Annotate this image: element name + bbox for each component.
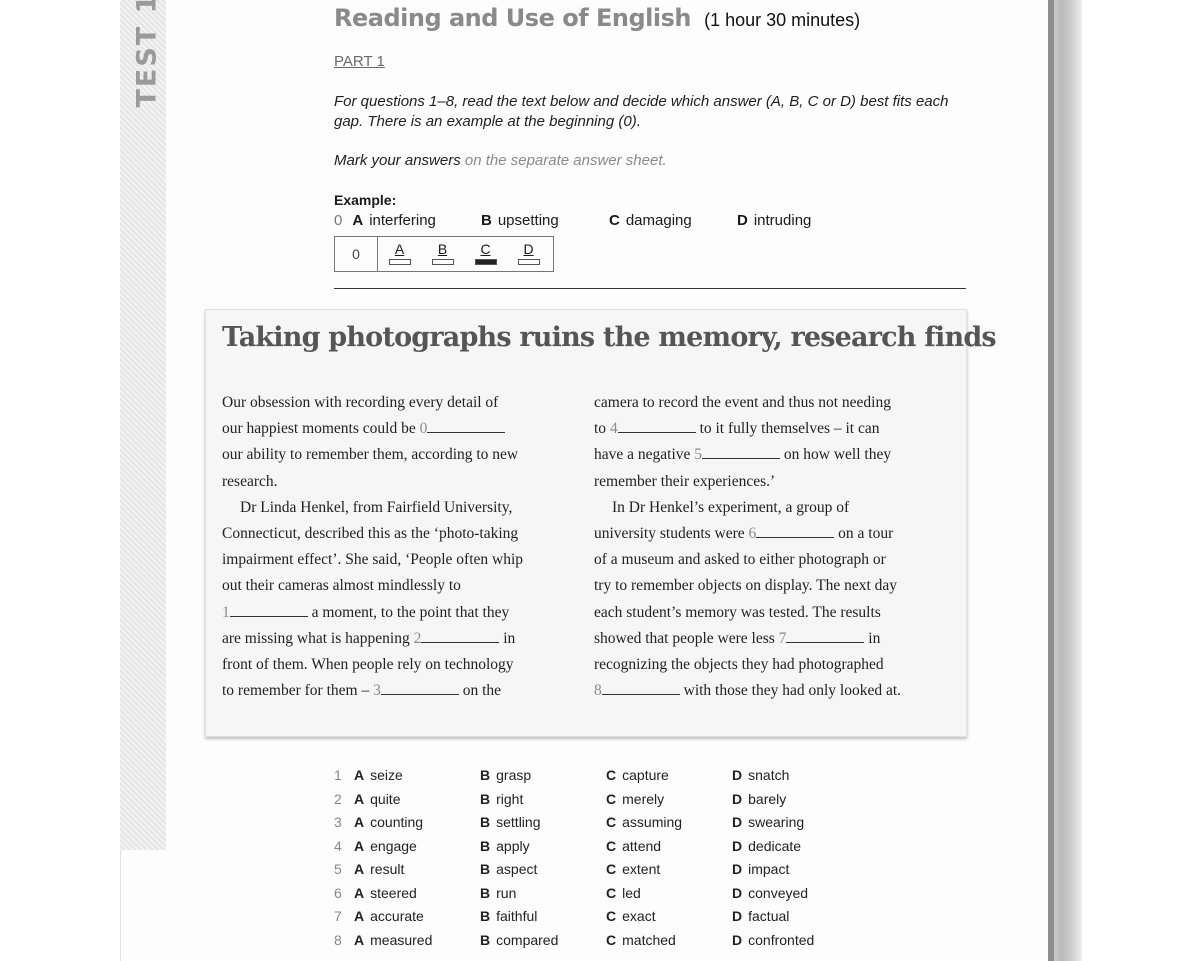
article-box [205, 309, 996, 737]
answer-lozenge [389, 259, 411, 265]
text-line: showed that people were less 7 in [594, 629, 881, 647]
answer-lozenge [518, 259, 540, 265]
example-option-b [481, 212, 559, 229]
section-heading [334, 4, 860, 32]
text-line: remember their experiences.’ [594, 472, 776, 490]
article-column-1 [222, 390, 572, 704]
text-line: recognizing the objects they had photographed [594, 656, 884, 674]
answer-options-list [334, 764, 858, 952]
text-line: to remember for them – 3 on the [222, 682, 502, 700]
mark-prefix: Mark your answers [334, 152, 461, 169]
section-title: Reading and Use of English [334, 4, 691, 32]
question-number: 2 [334, 790, 342, 807]
question-row: 6 A steered B run C led D conveyed [334, 882, 858, 906]
question-row: 1 A seize B grasp C capture D snatch [334, 764, 858, 788]
gap-7: 7 [779, 630, 865, 647]
example-option-c [609, 212, 692, 229]
text-line: have a negative 5 on how well they [594, 446, 892, 464]
text-line: Connecticut, described this as the ‘photo-taking [222, 525, 519, 543]
answer-letter: A [394, 241, 405, 257]
gap-1: 1 [222, 604, 308, 621]
question-row: 3 A counting B settling C assuming D swearing [334, 811, 858, 835]
page-edge-shadow [1048, 0, 1082, 961]
option-text: upsetting [497, 212, 559, 229]
option-letter: A [352, 212, 364, 229]
question-number: 7 [334, 908, 342, 924]
answer-letter: C [480, 241, 491, 257]
text-line: our ability to remember them, according to new [222, 446, 519, 464]
text-line: each student’s memory was tested. The results [594, 603, 881, 621]
mark-instruction [334, 152, 667, 169]
text-line: impairment effect’. She said, ‘People often whip [222, 551, 524, 569]
example-option-d [737, 212, 811, 229]
article-title: Taking photographs ruins the memory, research finds [222, 322, 996, 353]
answer-letter: D [523, 241, 534, 257]
example-number: 0 [334, 212, 343, 229]
answer-lozenge [432, 259, 454, 265]
question-number: 4 [334, 837, 342, 854]
question-row: 7 A accurate B faithful C exact D factual [334, 905, 858, 929]
option-text: intruding [753, 212, 812, 229]
gap-2: 2 [414, 630, 500, 647]
text-line: try to remember objects on display. The next day [594, 577, 898, 595]
article-column-2 [594, 390, 944, 704]
answer-lozenge-filled [475, 259, 497, 265]
text-line: 8 with those they had only looked at. [594, 682, 902, 700]
instructions: For questions 1–8, read the text below and decide which answer (A, B, C or D) best fits each gap. There is an example at the beginning (0). [334, 93, 949, 130]
gap-4: 4 [610, 420, 696, 437]
question-row: 5 A result B aspect C extent D impact [334, 858, 858, 882]
gap-8: 8 [594, 682, 680, 699]
example-label: Example: [334, 192, 397, 208]
answer-box-number: 0 [335, 237, 378, 271]
option-letter: C [609, 212, 620, 229]
example-option-a [334, 212, 436, 229]
divider [334, 288, 966, 289]
option-text: damaging [625, 212, 692, 229]
gap-5: 5 [694, 446, 780, 463]
option-text: interfering [369, 212, 436, 229]
question-number: 5 [334, 861, 342, 877]
mark-suffix: on the separate answer sheet. [464, 152, 667, 169]
option-letter: B [481, 212, 492, 229]
text-line: Dr Linda Henkel, from Fairfield University, [240, 498, 513, 516]
gap-6: 6 [749, 525, 835, 542]
answer-letter: B [437, 241, 448, 257]
option-letter: D [737, 212, 748, 229]
question-row: 8 A measured B compared C matched D confronted [334, 929, 858, 953]
answer-option-a [378, 237, 421, 271]
text-line: university students were 6 on a tour [594, 525, 894, 543]
text-line: of a museum and asked to either photograph or [594, 551, 886, 569]
gap-3: 3 [373, 682, 459, 699]
text-line: front of them. When people rely on technology [222, 656, 514, 674]
answer-option-d [507, 237, 550, 271]
question-number: 6 [334, 884, 342, 901]
answer-option-b [421, 237, 464, 271]
section-duration: (1 hour 30 minutes) [704, 10, 861, 30]
example-answer-box [334, 236, 554, 272]
question-number: 3 [334, 814, 342, 830]
question-row: 4 A engage B apply C attend D dedicate [334, 835, 858, 859]
question-number: 8 [334, 931, 342, 948]
text-line: research. [222, 472, 278, 490]
question-number: 1 [334, 767, 342, 783]
text-line: camera to record the event and thus not needing [594, 394, 891, 411]
text-line: 1 a moment, to the point that they [222, 603, 510, 621]
text-line: to 4 to it fully themselves – it can [594, 420, 880, 438]
part-label: PART 1 [334, 53, 385, 70]
gap-0: 0 [420, 420, 506, 437]
answer-option-c [464, 237, 507, 271]
test-label [132, 64, 163, 108]
text-line: In Dr Henkel’s experiment, a group of [612, 498, 850, 516]
question-row: 2 A quite B right C merely D barely [334, 788, 858, 812]
text-line: Our obsession with recording every detail of [222, 394, 499, 411]
side-strip [120, 0, 166, 850]
text-line: our happiest moments could be 0 [222, 416, 572, 442]
text-line: out their cameras almost mindlessly to [222, 577, 461, 595]
text-line: are missing what is happening 2 in [222, 629, 516, 647]
